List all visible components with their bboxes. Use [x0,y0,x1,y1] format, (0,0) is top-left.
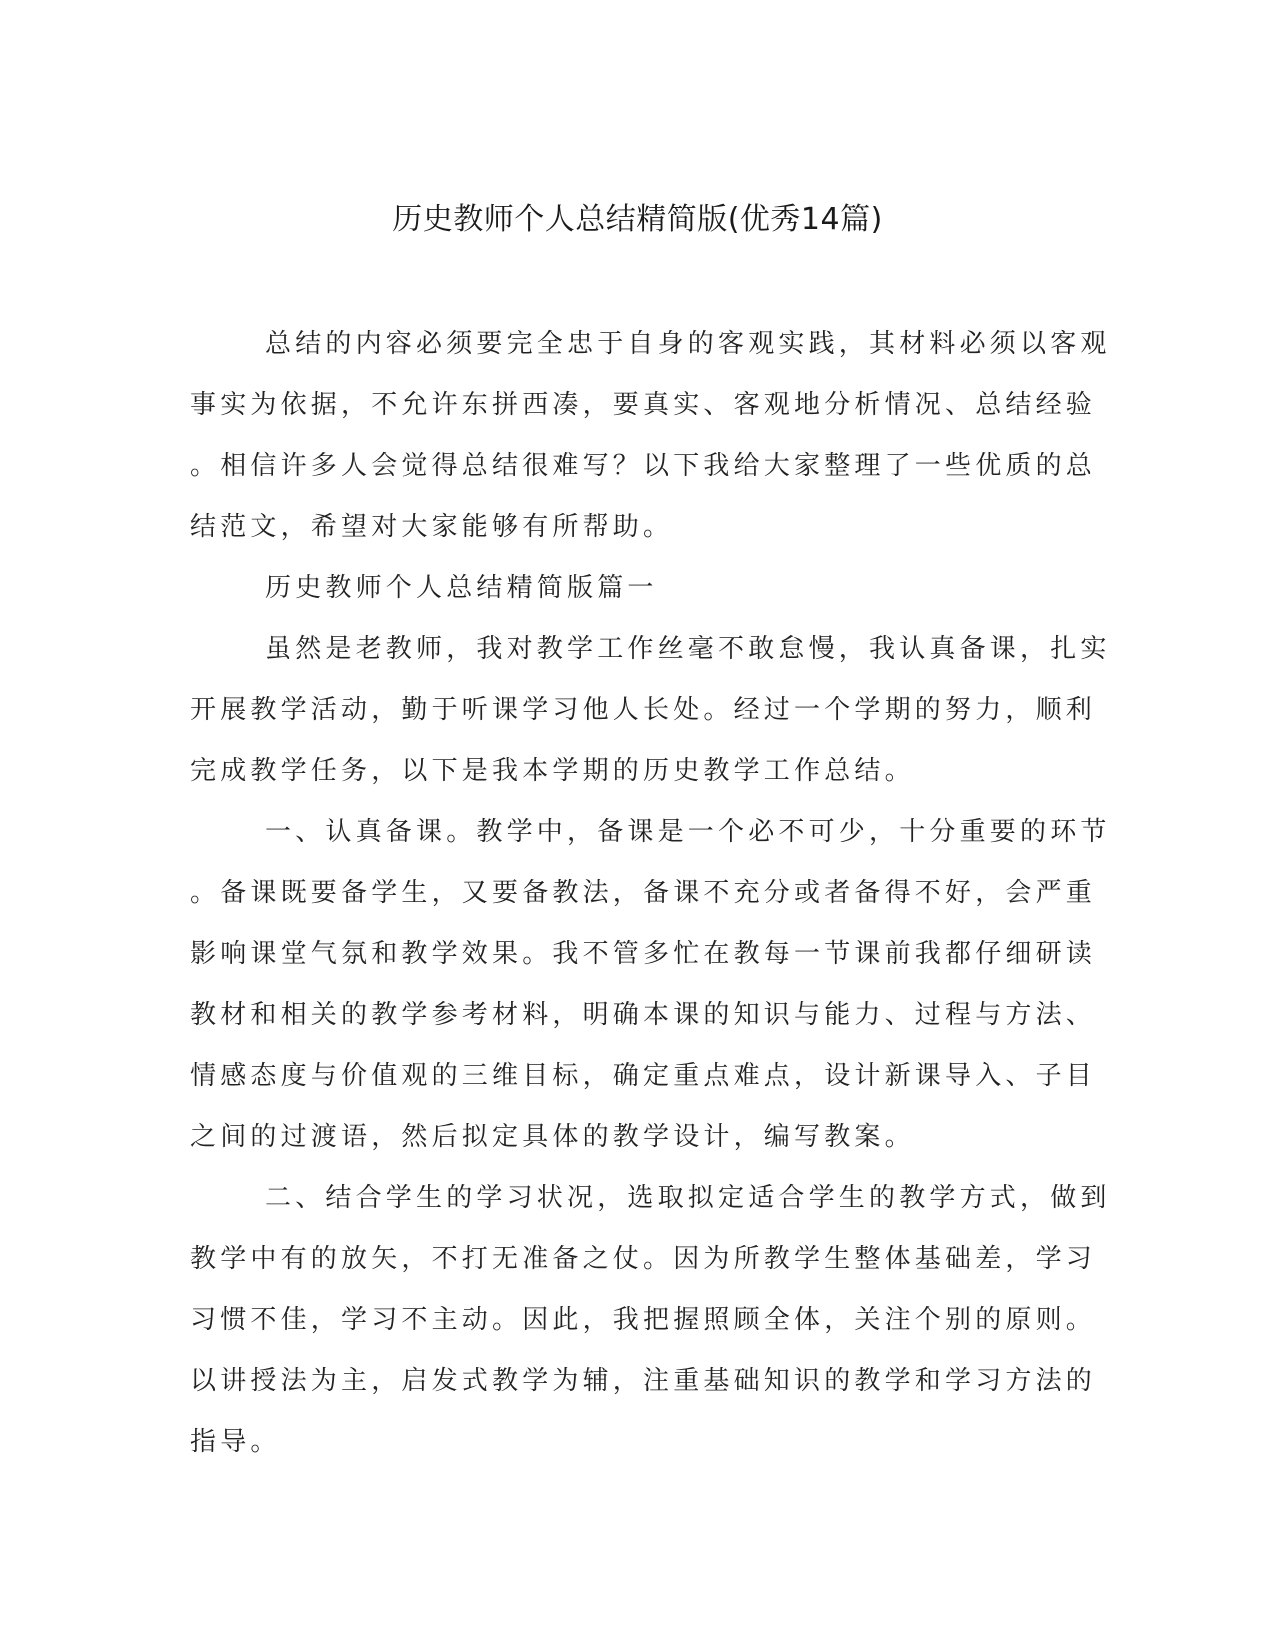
paragraph-line: 之间的过渡语，然后拟定具体的教学设计，编写教案。 [190,1122,915,1152]
paragraph-line: 完成教学任务，以下是我本学期的历史教学工作总结。 [190,756,915,786]
paragraph-intro-line: 结范文，希望对大家能够有所帮助。 [190,512,674,542]
document-title: 历史教师个人总结精简版(优秀14篇) [392,202,883,237]
paragraph-intro-line: 。相信许多人会觉得总结很难写？以下我给大家整理了一些优质的总 [190,451,1097,481]
paragraph-line: 开展教学活动，勤于听课学习他人长处。经过一个学期的努力，顺利 [190,695,1097,725]
paragraph-line: 二、结合学生的学习状况，选取拟定适合学生的教学方式，做到 [265,1183,1111,1213]
paragraph-line: 教材和相关的教学参考材料，明确本课的知识与能力、过程与方法、 [190,1000,1097,1030]
paragraph-line: 指导。 [190,1427,281,1457]
paragraph-intro-line: 总结的内容必须要完全忠于自身的客观实践，其材料必须以客观 [265,329,1111,359]
paragraph-line: 以讲授法为主，启发式教学为辅，注重基础知识的教学和学习方法的 [190,1366,1097,1396]
paragraph-line: 虽然是老教师，我对教学工作丝毫不敢怠慢，我认真备课，扎实 [265,634,1111,664]
paragraph-line: 影响课堂气氛和教学效果。我不管多忙在教每一节课前我都仔细研读 [190,939,1097,969]
section-heading: 历史教师个人总结精简版篇一 [265,573,658,603]
document-body [190,314,1111,1473]
paragraph-line: 情感态度与价值观的三维目标，确定重点难点，设计新课导入、子目 [190,1061,1097,1091]
paragraph-line: 一、认真备课。教学中，备课是一个必不可少，十分重要的环节 [265,817,1111,847]
paragraph-line: 。备课既要备学生，又要备教法，备课不充分或者备得不好，会严重 [190,878,1097,908]
paragraph-intro-line: 事实为依据，不允许东拼西凑，要真实、客观地分析情况、总结经验 [190,390,1097,420]
paragraph-line: 习惯不佳，学习不主动。因此，我把握照顾全体，关注个别的原则。 [190,1305,1097,1335]
paragraph-line: 教学中有的放矢，不打无准备之仗。因为所教学生整体基础差，学习 [190,1244,1097,1274]
